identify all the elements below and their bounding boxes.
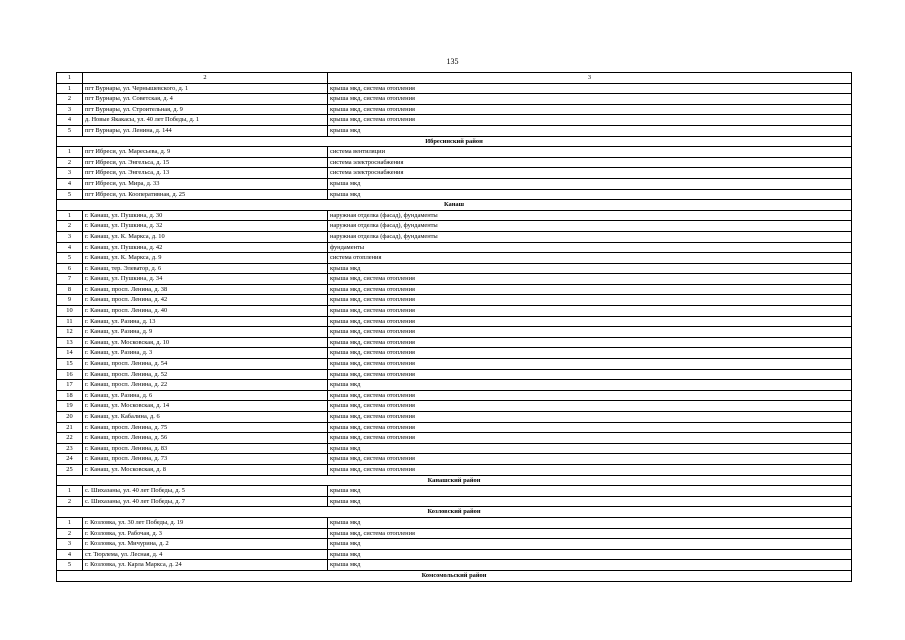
table-row: [57, 412, 852, 423]
work-type-cell: крыша мкд, система отопления: [328, 348, 852, 359]
work-type-cell: наружная отделка (фасад), фундаменты: [328, 231, 852, 242]
table-row: [57, 274, 852, 285]
row-number: 19: [57, 401, 83, 412]
table-row: [57, 221, 852, 232]
address-cell: г. Канаш, ул. Разина, д. 3: [83, 348, 328, 359]
table-row: [57, 125, 852, 136]
work-type-cell: крыша мкд: [328, 549, 852, 560]
work-type-cell: крыша мкд, система отопления: [328, 295, 852, 306]
section-header-row: [57, 200, 852, 211]
work-type-cell: крыша мкд, система отопления: [328, 274, 852, 285]
address-cell: г. Канаш, ул. Пушкина, д. 42: [83, 242, 328, 253]
work-type-cell: крыша мкд, система отопления: [328, 390, 852, 401]
address-cell: г. Канаш, ул. К. Маркса, д. 9: [83, 253, 328, 264]
work-type-cell: система отопления: [328, 253, 852, 264]
row-number: 5: [57, 125, 83, 136]
address-cell: г. Канаш, просп. Ленина, д. 73: [83, 454, 328, 465]
table-row: [57, 464, 852, 475]
work-type-cell: крыша мкд: [328, 517, 852, 528]
row-number: 3: [57, 168, 83, 179]
address-cell: г. Канаш, ул. Разина, д. 6: [83, 390, 328, 401]
row-number: 1: [57, 83, 83, 94]
work-type-cell: крыша мкд, система отопления: [328, 327, 852, 338]
table-row: [57, 189, 852, 200]
work-type-cell: крыша мкд: [328, 189, 852, 200]
row-number: 5: [57, 253, 83, 264]
address-cell: с. Шихазаны, ул. 40 лет Победы, д. 5: [83, 486, 328, 497]
address-cell: пгт Вурнары, ул. Строительная, д. 9: [83, 104, 328, 115]
address-cell: г. Канаш, ул. Кабалина, д. 6: [83, 412, 328, 423]
section-header-row: [57, 570, 852, 581]
address-cell: г. Канаш, ул. Московская, д. 14: [83, 401, 328, 412]
table-row: [57, 253, 852, 264]
address-cell: г. Козловка, ул. Мичурина, д. 2: [83, 539, 328, 550]
table-row: [57, 284, 852, 295]
address-cell: г. Канаш, просп. Ленина, д. 52: [83, 369, 328, 380]
table-row: [57, 454, 852, 465]
row-number: 3: [57, 231, 83, 242]
address-cell: г. Канаш, ул. Московская, д. 8: [83, 464, 328, 475]
row-number: 2: [57, 528, 83, 539]
work-type-cell: крыша мкд, система отопления: [328, 454, 852, 465]
address-cell: г. Канаш, просп. Ленина, д. 75: [83, 422, 328, 433]
address-cell: г. Канаш, тер. Элеватор, д. 6: [83, 263, 328, 274]
table-row: [57, 433, 852, 444]
section-title: Комсомольский район: [57, 570, 852, 581]
work-type-cell: крыша мкд, система отопления: [328, 306, 852, 317]
address-cell: г. Канаш, ул. Пушкина, д. 32: [83, 221, 328, 232]
column-number-2: 2: [83, 73, 328, 84]
column-number-3: 3: [328, 73, 852, 84]
row-number: 23: [57, 443, 83, 454]
address-cell: пгт Вурнары, ул. Ленина, д. 144: [83, 125, 328, 136]
row-number: 21: [57, 422, 83, 433]
row-number: 1: [57, 210, 83, 221]
address-cell: пгт Ибреси, ул. Энгельса, д. 15: [83, 157, 328, 168]
table-row: [57, 422, 852, 433]
row-number: 3: [57, 539, 83, 550]
table-row: [57, 327, 852, 338]
address-cell: пгт Ибреси, ул. Кооперативная, д. 25: [83, 189, 328, 200]
work-type-cell: крыша мкд, система отопления: [328, 94, 852, 105]
table-row: [57, 210, 852, 221]
row-number: 2: [57, 157, 83, 168]
work-type-cell: система электроснабжения: [328, 157, 852, 168]
table-row: [57, 443, 852, 454]
work-type-cell: крыша мкд, система отопления: [328, 83, 852, 94]
section-title: Ибресинский район: [57, 136, 852, 147]
row-number: 6: [57, 263, 83, 274]
table-row: [57, 549, 852, 560]
address-cell: г. Канаш, просп. Ленина, д. 83: [83, 443, 328, 454]
work-type-cell: крыша мкд: [328, 496, 852, 507]
row-number: 4: [57, 115, 83, 126]
address-cell: с. Шихазаны, ул. 40 лет Победы, д. 7: [83, 496, 328, 507]
table-row: [57, 295, 852, 306]
table-row: [57, 528, 852, 539]
table-row: [57, 83, 852, 94]
table-row: [57, 178, 852, 189]
row-number: 17: [57, 380, 83, 391]
table-row: [57, 115, 852, 126]
table-row: [57, 496, 852, 507]
work-type-cell: фундаменты: [328, 242, 852, 253]
address-cell: пгт Вурнары, ул. Советская, д. 4: [83, 94, 328, 105]
address-cell: г. Канаш, просп. Ленина, д. 56: [83, 433, 328, 444]
row-number: 3: [57, 104, 83, 115]
work-type-cell: крыша мкд: [328, 263, 852, 274]
table-row: [57, 168, 852, 179]
address-cell: г. Козловка, ул. 30 лет Победы, д. 19: [83, 517, 328, 528]
work-type-cell: крыша мкд, система отопления: [328, 337, 852, 348]
address-cell: г. Канаш, просп. Ленина, д. 40: [83, 306, 328, 317]
row-number: 4: [57, 549, 83, 560]
table-row: [57, 316, 852, 327]
address-cell: г. Канаш, ул. Московская, д. 10: [83, 337, 328, 348]
work-type-cell: наружная отделка (фасад), фундаменты: [328, 221, 852, 232]
address-cell: пгт Ибреси, ул. Маресьева, д. 9: [83, 147, 328, 158]
table-row: [57, 348, 852, 359]
section-title: Канашский район: [57, 475, 852, 486]
address-cell: г. Канаш, ул. Разина, д. 9: [83, 327, 328, 338]
work-type-cell: крыша мкд, система отопления: [328, 284, 852, 295]
row-number: 1: [57, 486, 83, 497]
row-number: 18: [57, 390, 83, 401]
row-number: 9: [57, 295, 83, 306]
work-type-cell: крыша мкд, система отопления: [328, 369, 852, 380]
row-number: 1: [57, 147, 83, 158]
work-type-cell: крыша мкд: [328, 178, 852, 189]
work-type-cell: крыша мкд, система отопления: [328, 359, 852, 370]
column-number-row: [57, 73, 852, 84]
address-cell: г. Канаш, ул. Пушкина, д. 30: [83, 210, 328, 221]
column-number-1: 1: [57, 73, 83, 84]
work-type-cell: крыша мкд: [328, 125, 852, 136]
table-row: [57, 390, 852, 401]
table-row: [57, 104, 852, 115]
section-header-row: [57, 136, 852, 147]
table-body: [57, 73, 852, 582]
table-row: [57, 157, 852, 168]
work-type-cell: крыша мкд: [328, 539, 852, 550]
address-cell: пгт Вурнары, ул. Чернышевского, д. 1: [83, 83, 328, 94]
row-number: 5: [57, 189, 83, 200]
work-type-cell: крыша мкд, система отопления: [328, 528, 852, 539]
table-row: [57, 517, 852, 528]
table-row: [57, 359, 852, 370]
row-number: 15: [57, 359, 83, 370]
page-number: 135: [446, 57, 459, 66]
address-cell: г. Канаш, просп. Ленина, д. 54: [83, 359, 328, 370]
address-cell: г. Козловка, ул. Карла Маркса, д. 24: [83, 560, 328, 571]
table-row: [57, 147, 852, 158]
row-number: 11: [57, 316, 83, 327]
address-cell: ст. Тюрлема, ул. Лесная, д. 4: [83, 549, 328, 560]
section-header-row: [57, 475, 852, 486]
row-number: 22: [57, 433, 83, 444]
table-row: [57, 560, 852, 571]
table-row: [57, 539, 852, 550]
row-number: 1: [57, 517, 83, 528]
address-cell: г. Канаш, просп. Ленина, д. 22: [83, 380, 328, 391]
row-number: 2: [57, 221, 83, 232]
work-type-cell: крыша мкд: [328, 560, 852, 571]
section-header-row: [57, 507, 852, 518]
table-row: [57, 306, 852, 317]
address-cell: г. Канаш, просп. Ленина, д. 42: [83, 295, 328, 306]
row-number: 13: [57, 337, 83, 348]
address-cell: г. Канаш, ул. Разина, д. 13: [83, 316, 328, 327]
work-type-cell: крыша мкд, система отопления: [328, 422, 852, 433]
address-cell: пгт Ибреси, ул. Энгельса, д. 13: [83, 168, 328, 179]
table-row: [57, 337, 852, 348]
address-cell: д. Новые Якакасы, ул. 40 лет Победы, д. 1: [83, 115, 328, 126]
work-type-cell: крыша мкд, система отопления: [328, 401, 852, 412]
address-cell: г. Козловка, ул. Рабочая, д. 3: [83, 528, 328, 539]
row-number: 5: [57, 560, 83, 571]
work-type-cell: крыша мкд, система отопления: [328, 464, 852, 475]
table-row: [57, 263, 852, 274]
work-type-cell: крыша мкд: [328, 380, 852, 391]
row-number: 14: [57, 348, 83, 359]
table-row: [57, 94, 852, 105]
work-type-cell: крыша мкд: [328, 486, 852, 497]
work-type-cell: наружная отделка (фасад), фундаменты: [328, 210, 852, 221]
row-number: 16: [57, 369, 83, 380]
address-cell: г. Канаш, просп. Ленина, д. 38: [83, 284, 328, 295]
work-type-cell: крыша мкд, система отопления: [328, 104, 852, 115]
row-number: 2: [57, 496, 83, 507]
row-number: 20: [57, 412, 83, 423]
table-row: [57, 231, 852, 242]
table-row: [57, 380, 852, 391]
row-number: 2: [57, 94, 83, 105]
work-type-cell: система вентиляции: [328, 147, 852, 158]
address-cell: г. Канаш, ул. К. Маркса, д. 10: [83, 231, 328, 242]
row-number: 12: [57, 327, 83, 338]
work-type-cell: крыша мкд: [328, 443, 852, 454]
section-title: Козловский район: [57, 507, 852, 518]
table-row: [57, 486, 852, 497]
table-row: [57, 401, 852, 412]
work-type-cell: крыша мкд, система отопления: [328, 412, 852, 423]
work-type-cell: крыша мкд, система отопления: [328, 433, 852, 444]
address-cell: пгт Ибреси, ул. Мира, д. 33: [83, 178, 328, 189]
table-row: [57, 242, 852, 253]
row-number: 8: [57, 284, 83, 295]
row-number: 25: [57, 464, 83, 475]
row-number: 4: [57, 242, 83, 253]
table-row: [57, 369, 852, 380]
work-type-cell: крыша мкд, система отопления: [328, 316, 852, 327]
work-type-cell: крыша мкд, система отопления: [328, 115, 852, 126]
row-number: 24: [57, 454, 83, 465]
repair-table: [56, 72, 852, 582]
row-number: 4: [57, 178, 83, 189]
work-type-cell: система электроснабжения: [328, 168, 852, 179]
section-title: Канаш: [57, 200, 852, 211]
row-number: 7: [57, 274, 83, 285]
address-cell: г. Канаш, ул. Пушкина, д. 34: [83, 274, 328, 285]
row-number: 10: [57, 306, 83, 317]
